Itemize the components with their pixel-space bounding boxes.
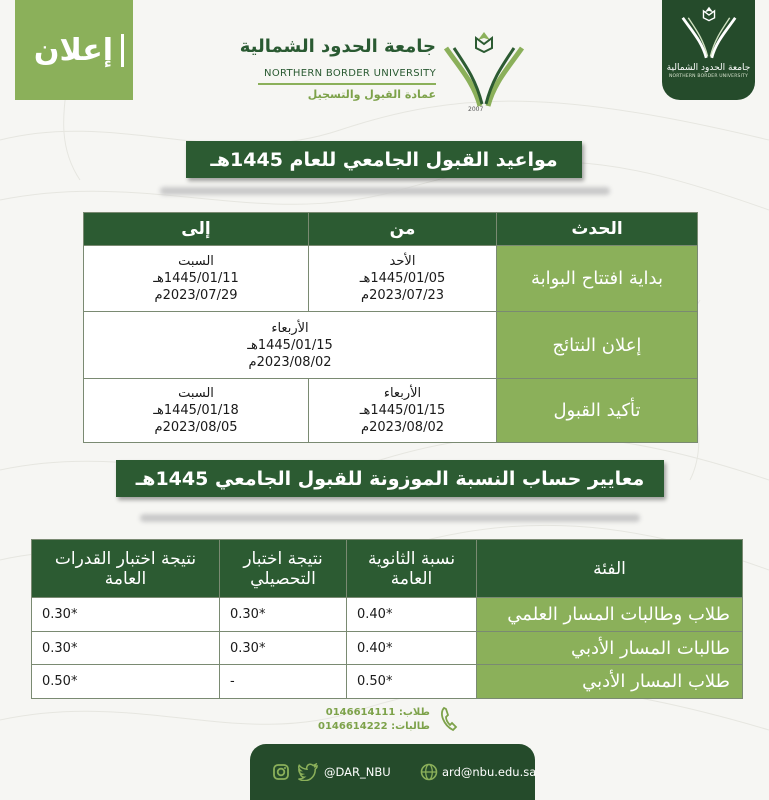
secondary-value: 0.50* [347,665,477,699]
criteria-title: معايير حساب النسبة الموزونة للقبول الجامعي 1445هـ [116,460,664,497]
header-event: الحدث [497,213,698,246]
contact-numbers [318,706,430,734]
category-label: طلاب وطالبات المسار العلمي [477,598,743,632]
cell-from [309,379,497,443]
globe-icon [420,763,438,781]
achievement-value: 0.30* [220,632,347,665]
event-portal-opening: بداية افتتاح البوابة [497,246,698,312]
day: الأربعاء [383,386,422,401]
table-row [84,379,698,443]
students-phone: طلاب: 0146614111 [325,707,430,718]
university-emblem-small-icon [678,4,740,62]
day: السبت [178,254,214,269]
twitter-icon[interactable] [298,763,318,781]
university-logo [239,28,528,112]
day: السبت [178,386,214,401]
deanship-name: عمادة القبول والتسجيل [307,88,436,101]
table-row [84,246,698,312]
header-to: إلى [84,213,309,246]
hijri-date: 1445/01/05هـ [359,271,446,286]
criteria-title-shadow [140,514,640,522]
secondary-value: 0.40* [347,598,477,632]
cell-to [84,246,309,312]
logo-divider [258,83,436,85]
logo-dark-name-en: NORTHERN BORDER UNIVERSITY [668,74,749,79]
header-aptitude: نتيجة اختبار القدرات العامة [32,540,220,598]
achievement-value: 0.30* [220,598,347,632]
university-logo-dark [662,0,755,100]
announcement-badge [15,0,133,100]
hijri-date: 1445/01/15هـ [359,403,446,418]
phone-icon [440,706,460,732]
hijri-date: 1445/01/15هـ [247,337,333,353]
gregorian-date: 2023/08/02م [361,420,444,435]
category-label: طلاب المسار الأدبي [477,665,743,699]
table-row [32,598,743,632]
hijri-date: 1445/01/11هـ [153,271,239,286]
header-from: من [309,213,497,246]
cell-from [309,246,497,312]
hijri-date: 1445/01/18هـ [153,403,239,418]
gregorian-date: 2023/08/02م [248,354,332,370]
secondary-value: 0.40* [347,632,477,665]
schedule-title: مواعيد القبول الجامعي للعام 1445هـ [186,141,582,178]
instagram-icon[interactable] [272,763,290,781]
logo-dark-name-ar: جامعة الحدود الشمالية [666,63,751,73]
gregorian-date: 2023/07/23م [361,288,444,303]
schedule-title-shadow [160,187,610,195]
gregorian-date: 2023/07/29م [154,288,238,303]
aptitude-value: 0.30* [32,632,220,665]
footer-bar [250,744,535,800]
table-row [32,665,743,699]
schedule-table [83,212,698,443]
aptitude-value: 0.30* [32,598,220,632]
email-link[interactable]: ard@nbu.edu.sa [442,765,537,779]
table-row [32,632,743,665]
event-admission-confirmation: تأكيد القبول [497,379,698,443]
category-label: طالبات المسار الأدبي [477,632,743,665]
university-emblem-icon [440,28,528,112]
table-row [84,312,698,379]
achievement-value: - [220,665,347,699]
female-students-phone: طالبات: 0146614222 [318,721,430,732]
university-name-en: NORTHERN BORDER UNIVERSITY [264,68,436,79]
day: الأربعاء [271,320,309,336]
cell-to [84,379,309,443]
gregorian-date: 2023/08/05م [154,420,238,435]
aptitude-value: 0.50* [32,665,220,699]
criteria-table [31,539,743,699]
event-results-announcement: إعلان النتائج [497,312,698,379]
social-handle-link[interactable]: @DAR_NBU [324,765,391,779]
announcement-label: إعلان [24,34,124,67]
cell-date [84,312,497,379]
header-achievement: نتيجة اختبار التحصيلي [220,540,347,598]
emblem-year: 2007 [468,106,484,112]
university-name-ar: جامعة الحدود الشمالية [239,36,436,57]
header-category: الفئة [477,540,743,598]
header-secondary: نسبة الثانوية العامة [347,540,477,598]
day: الأحد [389,254,416,269]
